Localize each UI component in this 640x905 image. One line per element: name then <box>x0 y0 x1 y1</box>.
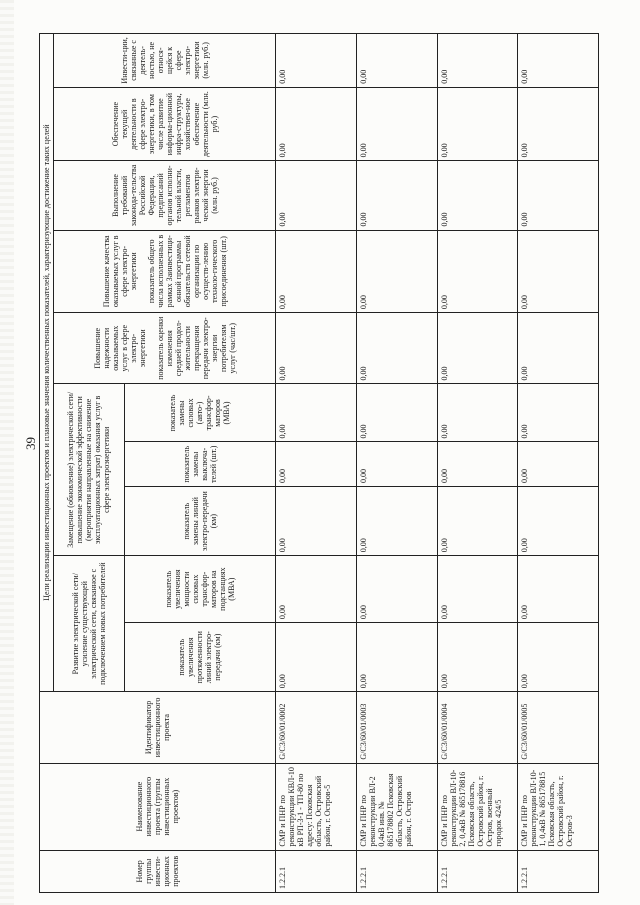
row-value: 0,00 <box>356 556 437 623</box>
row-value: 0,00 <box>518 230 599 313</box>
row-group-number: 1.2.2.1 <box>518 850 599 892</box>
row-project-name: СМР и ПНР по реконструкции ВЛ-10-2, 0,4кВ № 865178816 Псковская область, Островский район, г. Остров, военный городок 424/5 <box>437 763 518 850</box>
row-project-id: G/C3/60/01/0004 <box>437 692 518 763</box>
row-value: 0,00 <box>437 34 518 88</box>
header-goal-1: Развитие электрической сети/усиление существующей электрической сети, связанное с подключением новых потребителей <box>54 556 125 692</box>
header-goal-3-title: Повышение надежности оказываемых услуг в сфере электро-энергетики <box>92 324 147 372</box>
row-group-number: 1.2.2.1 <box>356 850 437 892</box>
row-value: 0,00 <box>276 442 357 487</box>
header-goals: Цели реализации инвестиционных проектов и плановые значения количественных показателей, характеризующие достижение таких целей <box>40 34 54 692</box>
scan-edge <box>0 0 14 905</box>
header-goal-7: Инвести-ции, связанные с деятель-ностью, не относя-щейся к сфере электро-энергетики (млн. руб.) <box>54 34 276 88</box>
row-group-number: 1.2.2.1 <box>437 850 518 892</box>
row-value: 0,00 <box>276 161 357 230</box>
row-project-name: СМР и ПНР по реконструкции КВЛ-10 кВ РП-3-1 - ТП-80 по адресу: Псковская область, Островский район, г. Остров-5 <box>276 763 357 850</box>
header-goal-3 <box>54 313 276 384</box>
header-group-number: Номер группы инвести-ционных проектов <box>40 850 276 892</box>
header-goal-2a: показатель замены линий электро-передачи (км) <box>124 487 275 556</box>
row-value: 0,00 <box>276 384 357 442</box>
header-goal-4-title: Повышение качества оказываемых услуг в сфере электро-энергетики <box>101 235 138 308</box>
row-value: 0,00 <box>437 487 518 556</box>
header-goal-1b: показатель увеличения мощности силовых трансфор-маторов на подстанциях (МВА) <box>124 556 275 623</box>
row-project-id: G/C3/60/01/0005 <box>518 692 599 763</box>
row-value: 0,00 <box>437 556 518 623</box>
investment-goals-table <box>39 33 599 893</box>
row-value: 0,00 <box>437 161 518 230</box>
row-value: 0,00 <box>356 623 437 692</box>
row-value: 0,00 <box>356 487 437 556</box>
row-project-id: G/C3/60/01/0002 <box>276 692 357 763</box>
row-value: 0,00 <box>437 87 518 161</box>
row-value: 0,00 <box>518 87 599 161</box>
header-project-id: Идентификатор инвестиционного проекта <box>40 692 276 763</box>
row-value: 0,00 <box>437 623 518 692</box>
header-goal-2: Замещение (обновление) электрической сети/повышение экономической эффективности (мероприятия направленные на снижение эксплуатационных затрат) оказания услуг в сфере электроэнергетики <box>54 384 125 556</box>
row-value: 0,00 <box>518 487 599 556</box>
page-number: 39 <box>23 437 38 450</box>
row-value: 0,00 <box>518 556 599 623</box>
row-value: 0,00 <box>518 442 599 487</box>
header-goal-4-indicator: показатель общего числа исполненных в рамках Заинвестици-онной программы обязательств сетевой организации по осуществ-лению техноло-гического присоединения (шт.) <box>146 234 228 308</box>
row-group-number: 1.2.2.1 <box>276 850 357 892</box>
row-value: 0,00 <box>518 34 599 88</box>
row-value: 0,00 <box>437 230 518 313</box>
header-goal-6: Обеспечение текущей деятельности в сфере электро-энергетики, в том числе развитие информа-ционной инфра-структуры, хозяйствен-ное обеспечение деятельности (млн. руб.) <box>54 87 276 161</box>
row-value: 0,00 <box>356 442 437 487</box>
row-value: 0,00 <box>437 384 518 442</box>
row-value: 0,00 <box>356 34 437 88</box>
header-goal-2b: показатель замены выключа-телей (шт.) <box>124 442 275 487</box>
table-row <box>276 34 357 893</box>
table-row <box>356 34 437 893</box>
header-goal-1a: показатель увеличения протяженности линий электро-передачи (км) <box>124 623 275 692</box>
row-value: 0,00 <box>276 623 357 692</box>
row-value: 0,00 <box>518 623 599 692</box>
row-value: 0,00 <box>356 230 437 313</box>
row-value: 0,00 <box>276 487 357 556</box>
row-value: 0,00 <box>518 384 599 442</box>
row-value: 0,00 <box>356 161 437 230</box>
row-value: 0,00 <box>276 556 357 623</box>
row-value: 0,00 <box>276 87 357 161</box>
row-value: 0,00 <box>518 161 599 230</box>
row-value: 0,00 <box>356 87 437 161</box>
row-project-name: СМР и ПНР по реконструкции ВЛ-2 0,4кВ инв. № 865178802 Псковская область, Островский район, г. Остров <box>356 763 437 850</box>
row-project-name: СМР и ПНР по реконструкции ВЛ-10-1, 0,4кВ № 865178815 Псковская область, Островский район, г. Остров-3 <box>518 763 599 850</box>
row-value: 0,00 <box>437 442 518 487</box>
header-goal-2c: показатель замены силовых (авто-) трансфор-маторов (МВА) <box>124 384 275 442</box>
row-value: 0,00 <box>276 313 357 384</box>
row-value: 0,00 <box>276 34 357 88</box>
header-goal-3-indicator: показатель оценки изменения средней продол-жительности прекращения передачи электро-энергии потребителям услуг (час/шт.) <box>155 316 237 380</box>
row-value: 0,00 <box>356 313 437 384</box>
header-project-name: Наименование инвестиционного проекта (группы инвестиционных проектов) <box>40 763 276 850</box>
table-row <box>437 34 518 893</box>
header-goal-5: Выполнение требований законода-тельства Российской Федерации, предписаний органов исполни-тельной власти, регламентов рынков электри-ческой энергии (млн. руб.) <box>54 161 276 230</box>
header-goal-4 <box>54 230 276 313</box>
row-value: 0,00 <box>437 313 518 384</box>
row-value: 0,00 <box>356 384 437 442</box>
rotated-table-area <box>39 33 599 893</box>
row-value: 0,00 <box>518 313 599 384</box>
row-value: 0,00 <box>276 230 357 313</box>
row-project-id: G/C3/60/01/0003 <box>356 692 437 763</box>
table-row <box>518 34 599 893</box>
